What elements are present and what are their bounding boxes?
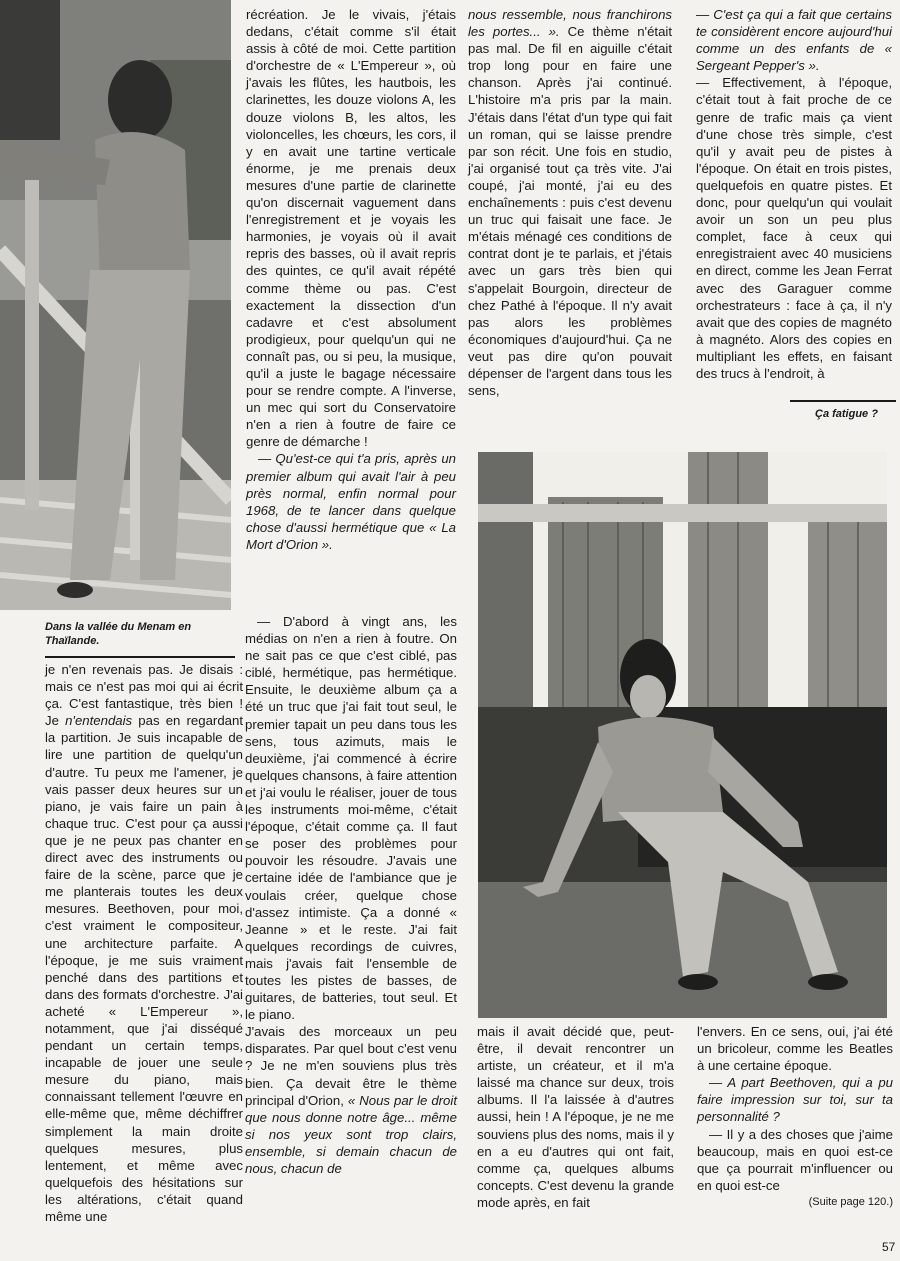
col3b-answer: — Il y a des choses que j'aime beaucoup, mais en quoi est-ce que ça pourrait m'influencer ou en quoi est-ce <box>697 1126 893 1193</box>
column-2-top <box>468 6 672 399</box>
col1b-paragraph-1: — D'abord à vingt ans, les médias on n'en a rien à foutre. On ne sait pas ce que c'est ciblé, pas ciblé, hermétique, pas hermétique. Ensuite, le deuxième album ça a été un truc que j'ai fait tout seul, le premier tapait un peu dans tous les sens, tous azimuts, mais le deuxième, j'ai commencé à écrire quelques chansons, à faire attention et j'ai voulu le réaliser, jouer de tous les instruments moi-même, c'était l'époque, c'était comme ça. Il faut se poser des problèmes pour pouvoir les résoudre. J'avais une certaine idée de l'ambiance que je voulais créer, quelque chose d'assez intimiste. Ça a donné « Jeanne » et le reste. J'ai fait quelques recordings de cuivres, mais j'avais fait l'ensemble de toutes les pistes de basses, de guitares, de batteries, tout seul. Et le piano. <box>245 614 457 1023</box>
photo-man-on-bridge <box>0 0 231 610</box>
col2a-quote: nous ressemble, nous franchirons les portes... ». <box>468 7 672 40</box>
column-3-bottom <box>697 1023 893 1211</box>
col2a-text: Ce thème n'était pas mal. De fil en aiguille c'était trop long pour en faire une chanson. Après j'ai continué. L'histoire m'a pris par la main. J'étais dans l'état d'un type qui fait un roman, qui se laisse prendre par son récit. Une fois en studio, j'ai organisé tout ça très vite. J'ai coupé, j'ai monté, j'ai eu des enchaînements : puis c'est devenu un truc qui faisait une face. Je m'étais ménagé ces conditions de contrat dont je te parlais, et j'étais avec un gars très bien qui s'appelait Bourgoin, directeur de chez Pathé à l'époque. Il n'y avait pas alors les problèmes économiques d'aujourd'hui. Ça ne veut pas dire qu'on pouvait dépenser de l'argent dans tous les sens, <box>468 24 672 399</box>
col2a-paragraph <box>468 6 672 399</box>
photo-man-seated <box>478 452 887 1018</box>
page-number: 57 <box>882 1240 896 1254</box>
column-3-top <box>696 6 892 382</box>
caption-rule <box>45 656 235 658</box>
col1b-paragraph-2 <box>245 1023 457 1177</box>
col3a-question: — C'est ça qui a fait que certains te considèrent encore aujourd'hui comme un des enfants de « Sergeant Pepper's ». <box>696 7 892 74</box>
suite-note: (Suite page 120.) <box>808 1195 893 1208</box>
photo1-caption: Dans la vallée du Menam en Thaïlande. <box>45 621 192 647</box>
column-1-bottom <box>245 613 457 1177</box>
col0-emphasis: n'entendais <box>65 713 133 729</box>
col1b-quote: « Nous par le droit que nous donne notre âge... même si nos yeux sont trop clairs, ensemble, si demain chacun de nous, chacun de <box>245 1092 457 1176</box>
sidebar-heading: Ça fatigue ? <box>815 408 878 420</box>
column-left-bottom <box>45 661 243 1225</box>
col0-text-rest: pas en regardant la partition. Je suis incapable de lire une partition de quelqu'un d'autre. Tu peux me l'amener, je vais passer deux heures sur un piano, je vais faire un pain à chaque truc. C'est pour ça aussi que je ne peux pas chanter en direct avec des instruments ou faire de la scène, parce que je me planterais toutes les deux mesures. Beethoven, pour moi, c'est vraiment le compositeur, une architecture parfaite. A l'époque, je me suis vraiment penché dans des partitions et dans des formats d'orchestre. J'ai acheté « L'Empereur », notamment, que j'ai disséqué pendant un certain temps, incapable de jouer une seule mesure du piano, mais connaissant tellement l'œuvre en elle-même que, même déchiffrer simplement la main droite quelques mesures, plus lentement, et même avec quelquefois des hésitations sur les altérations, c'était quand même une <box>45 713 243 1224</box>
col0-text: je n'en revenais pas. Je disais : mais ce n'est pas moi qui ai écrit ça. C'est fantastique, très bien ! Je <box>45 662 243 729</box>
sidebar-rule <box>790 400 896 402</box>
photo-man-seated-image <box>478 452 887 1018</box>
photo-man-on-bridge-image <box>0 0 231 610</box>
column-1-top <box>246 6 456 553</box>
col1a-question: — Qu'est-ce qui t'a pris, après un premier album qui avait l'air à peu près normal, enfin normal pour 1968, de te lancer dans quelque chose d'aussi hermétique que « La Mort d'Orion ». <box>246 451 456 552</box>
col0-paragraph <box>45 661 243 1225</box>
col1b-text: J'avais des morceaux un peu disparates. Par quel bout c'est venu ? Je ne m'en souviens plus très bien. Ça devait être le thème principal d'Orion, <box>245 1024 457 1108</box>
col2b-paragraph: mais il avait décidé que, peut-être, il devait rencontrer un artiste, un créateur, et il m'a laissé ma chance sur deux, trois albums. Il l'a laissée à d'autres aussi, hein ! A l'époque, je ne me souviens plus des noms, mais il y en a eu d'autres qui ont fait, comme ça, quelques albums concepts. C'est devenu la grande mode après, en fait <box>477 1024 674 1210</box>
col3b-question: — A part Beethoven, qui a pu faire impression sur toi, sur ta personnalité ? <box>697 1075 893 1125</box>
column-2-bottom <box>477 1023 674 1211</box>
col3a-answer: — Effectivement, à l'époque, c'était tout à fait proche de ce genre de trafic mais ça vient d'une chose très simple, c'est qu'il y avait peu de pistes à l'époque. On était en trois pistes, quelquefois en quatre pistes. Et donc, pour quelqu'un qui voulait avoir un son un peu plus complet, face à ceux qui enregistraient avec 40 musiciens en direct, comme les Jean Ferrat avec des Garaguer comme orchestrateurs : face à ça, il n'y avait que des copies de magnéto à magnéto. Alors des copies en multipliant les effets, en faisant des trucs à l'endroit, à <box>696 75 892 381</box>
col1a-paragraph: récréation. Je le vivais, j'étais dedans, c'était comme s'il était assis à côté de moi. Cette partition d'orchestre de « L'Empereur », où j'avais les flûtes, les hautbois, les clarinettes, les douze violons A, les douze violons B, les altos, les violoncelles, les chœurs, les cors, il y en avait une tartine verticale énorme, je me prenais deux mesures d'une partie de clarinette qu'on discernait vaguement dans l'enregistrement et je voyais les harmonies, je voyais où il avait repris des basses, où il avait repris des quintes, ce qu'il avait répété comme thème ou pas. C'est exactement la dissection d'un cadavre et c'est absolument prodigieux, pour quelqu'un qui ne connaît pas, ou si peu, la musique, qu'il a juste le bagage nécessaire pour se rendre compte. A l'inverse, un mec qui sort du Conservatoire n'en a rien à foutre de faire ce genre de démarche ! <box>246 7 456 450</box>
col3b-paragraph: l'envers. En ce sens, oui, j'ai été un bricoleur, comme les Beatles à une certaine époque. <box>697 1024 893 1074</box>
